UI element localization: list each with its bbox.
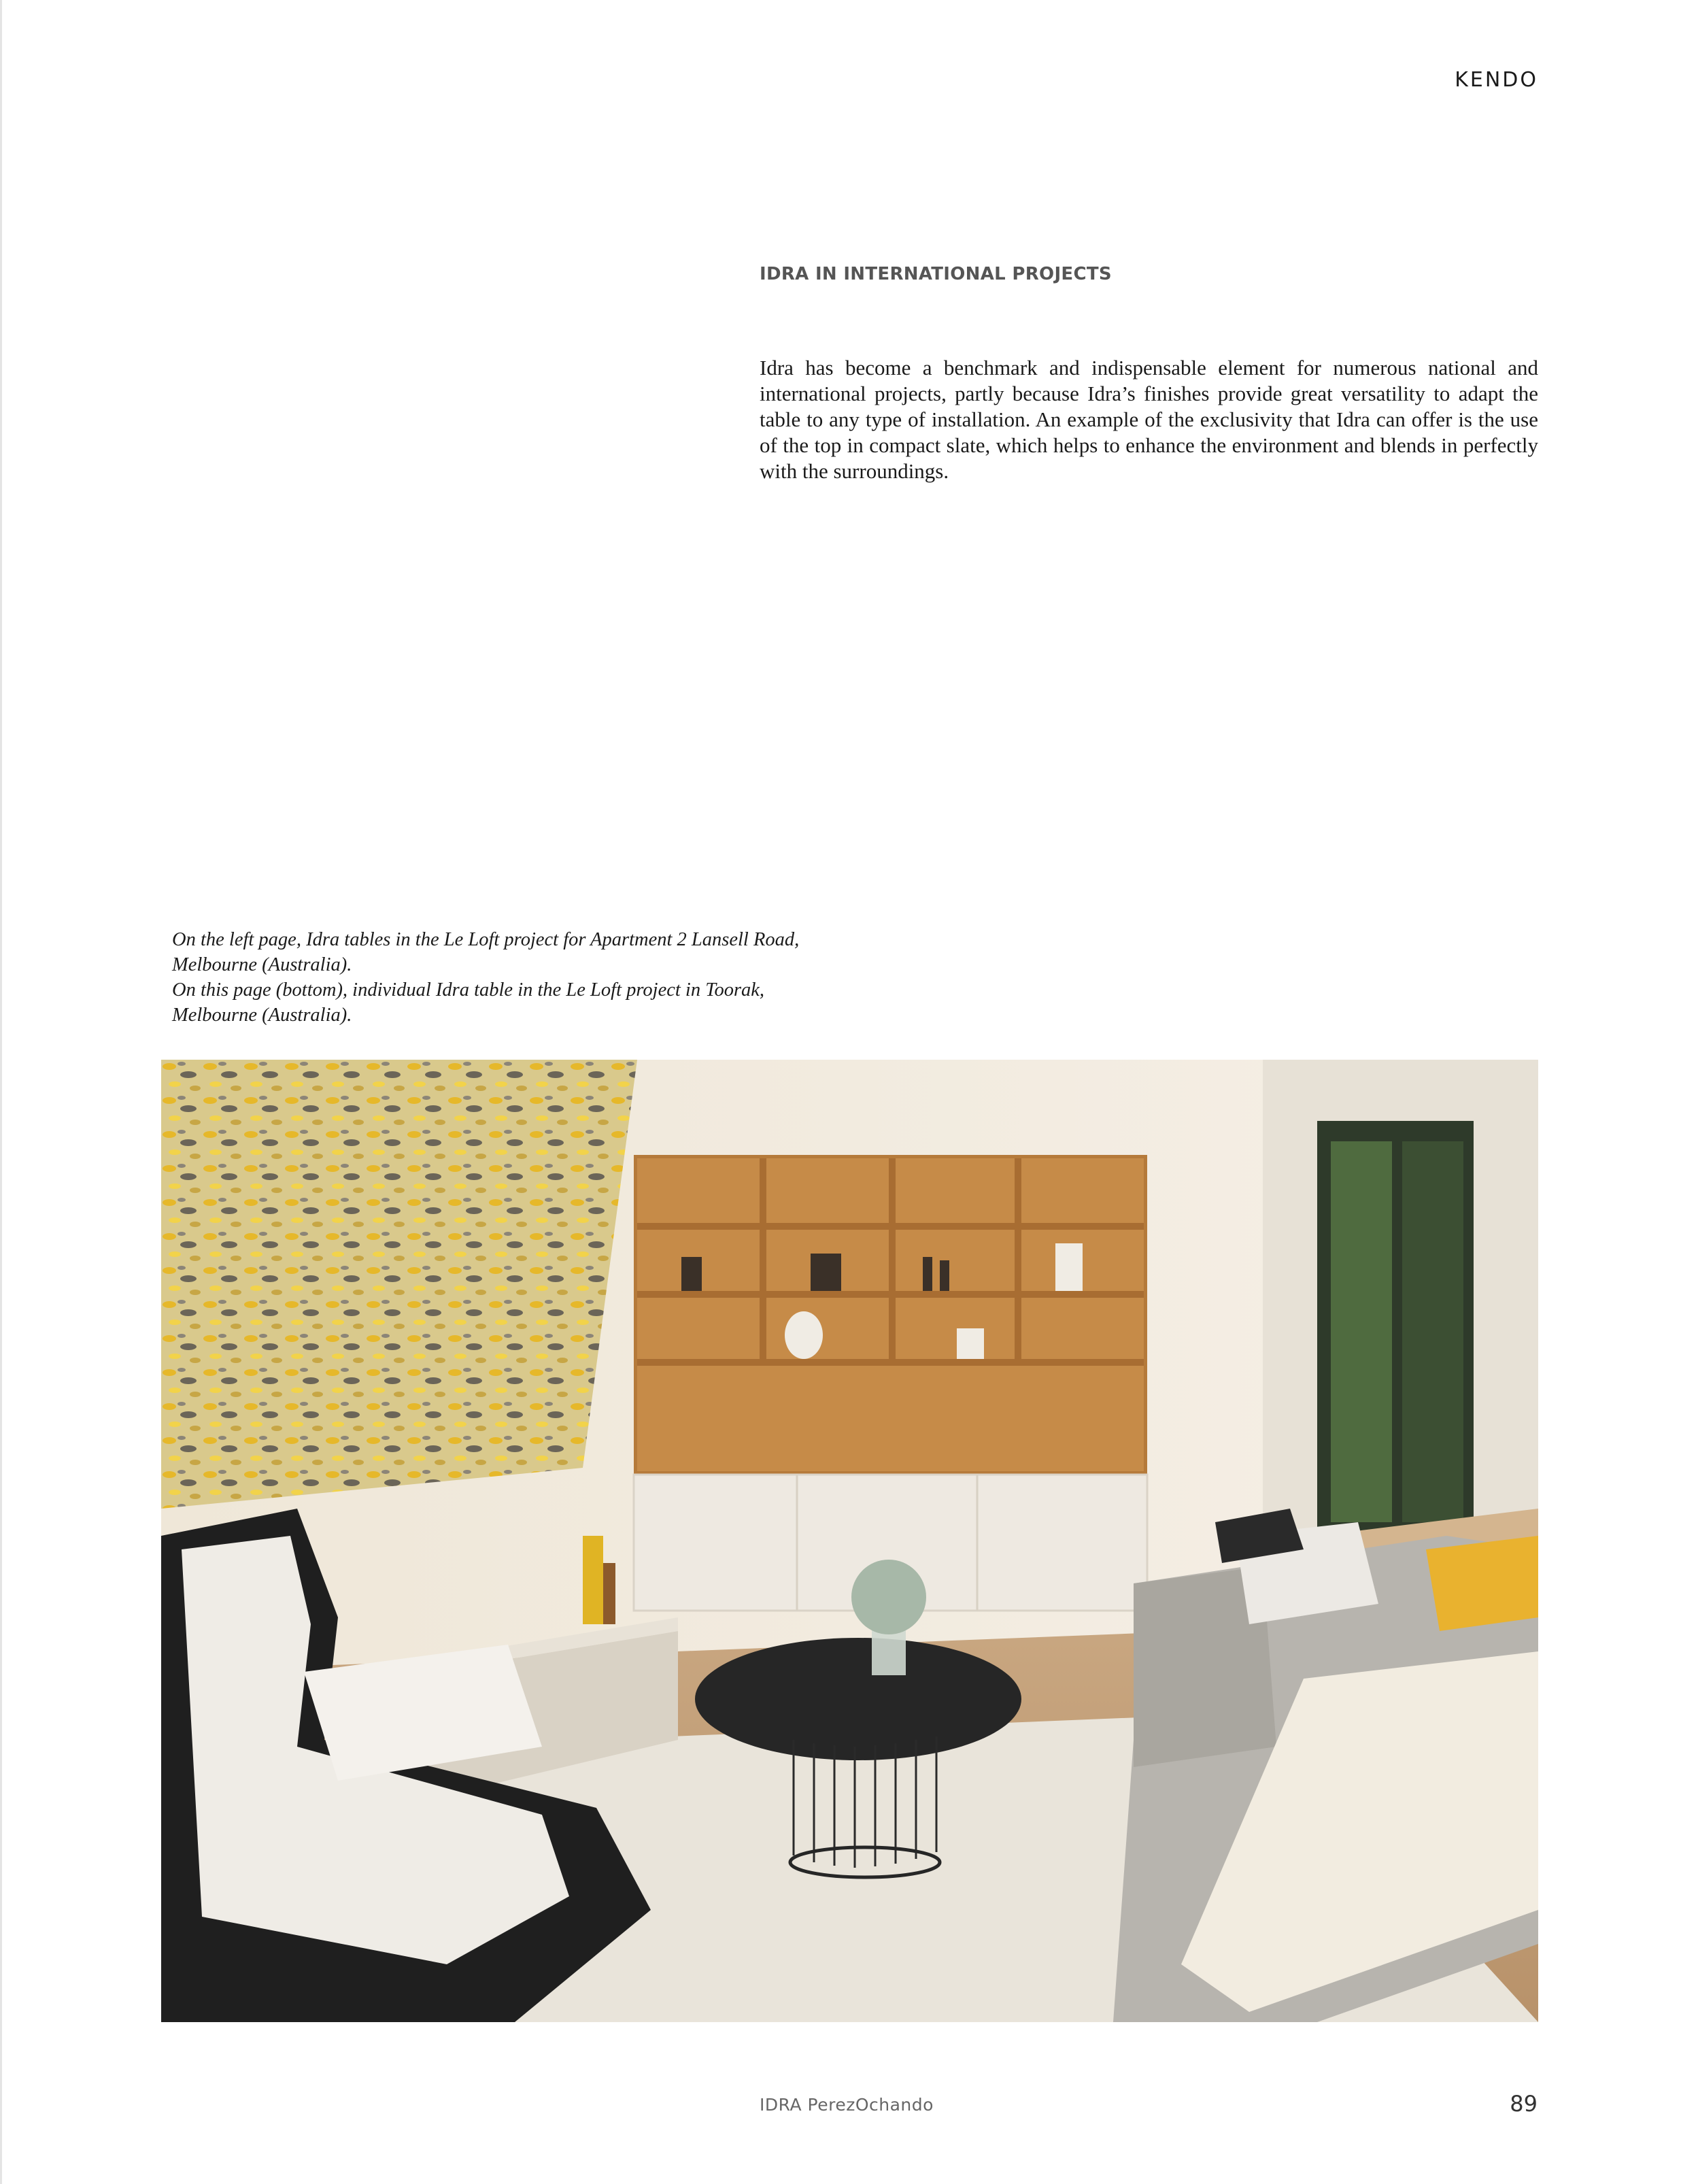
living-room-illustration [161, 1060, 1538, 2022]
section-heading: IDRA IN INTERNATIONAL PROJECTS [760, 264, 1112, 284]
living-room-photo [161, 1060, 1538, 2022]
caption-line: On this page (bottom), individual Idra table in the Le Loft project in Toorak, [172, 979, 765, 1001]
idra-coffee-table-top [695, 1638, 1021, 1760]
article-body: Idra has become a benchmark and indispensable element for numerous national and international projects, partly because Idra’s finishes provide great versatility to adapt the table to any type of installation. An example of the exclusivity that Idra can offer is the use of the top in compact slate, which helps to enhance the environment and blends in perfectly with the surroundings. [760, 356, 1538, 483]
brand-label: KENDO [1455, 68, 1538, 92]
caption-line: Melbourne (Australia). [172, 954, 352, 975]
photo-caption [172, 927, 886, 1028]
page-number: 89 [1510, 2091, 1538, 2117]
caption-line: On the left page, Idra tables in the Le Loft project for Apartment 2 Lansell Road, [172, 929, 800, 950]
abstract-painting [161, 1060, 637, 1509]
footer-publication: IDRA PerezOchando [760, 2095, 934, 2115]
page-edge-divider [0, 0, 2, 2184]
caption-line: Melbourne (Australia). [172, 1005, 352, 1026]
